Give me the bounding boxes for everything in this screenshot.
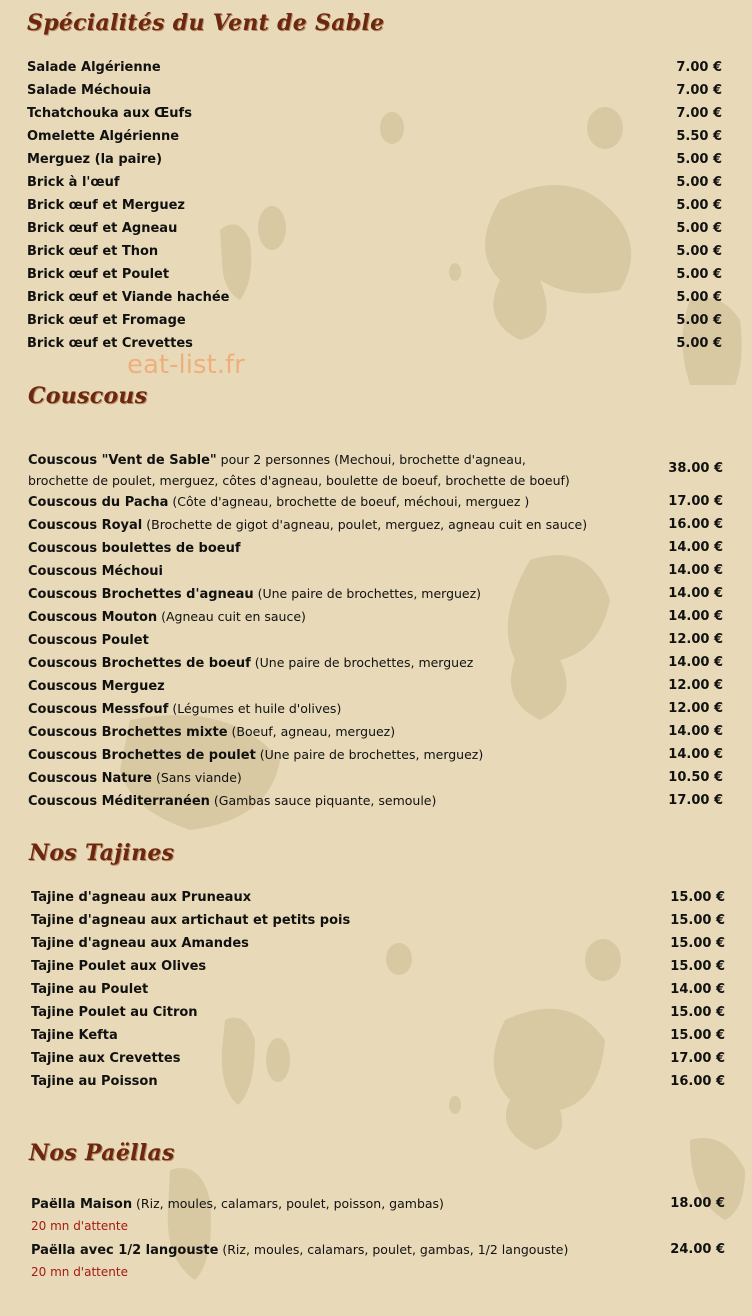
menu-item [27,105,722,128]
item-text-block [28,450,588,492]
item-price: 15.00 € [670,890,725,905]
item-price: 14.00 € [668,747,723,762]
tajines-list [31,889,725,1096]
couscous-list [28,493,723,815]
menu-item [28,746,723,769]
item-price: 38.00 € [668,461,723,476]
item-name: Tajine d'agneau aux Amandes [31,936,249,951]
item-name: Brick œuf et Agneau [27,221,178,236]
menu-item [28,792,723,815]
item-price: 14.00 € [668,655,723,670]
item-name: Couscous "Vent de Sable" [28,453,217,468]
item-name: Tajine Poulet au Citron [31,1005,198,1020]
item-price: 5.00 € [676,221,722,236]
item-label [31,1195,444,1213]
item-price: 7.00 € [676,60,722,75]
menu-item [28,631,723,654]
section-title-tajines: Nos Tajines [29,840,175,866]
item-name: Couscous boulettes de boeuf [28,541,241,556]
item-label [28,700,341,718]
menu-item [31,1050,725,1073]
item-name: Couscous Merguez [28,679,165,694]
menu-item [31,912,725,935]
item-name: Merguez (la paire) [27,152,163,167]
item-name: Brick œuf et Crevettes [27,336,193,351]
item-label [28,562,163,580]
item-name: Couscous Brochettes de poulet [28,748,256,763]
item-price: 5.00 € [676,267,722,282]
item-desc: (Légumes et huile d'olives) [168,701,342,716]
item-name: Omelette Algérienne [27,129,180,144]
section-title-paellas: Nos Paëllas [29,1140,175,1166]
menu-item [28,585,723,608]
item-price: 7.00 € [676,106,722,121]
item-name: Couscous Brochettes de boeuf [28,656,251,671]
item-name: Tajine au Poulet [31,982,149,997]
item-desc: (Gambas sauce piquante, semoule) [209,793,437,808]
item-price: 14.00 € [670,982,725,997]
item-label [28,631,149,649]
item-name: Tajine au Poisson [31,1074,158,1089]
menu-item [27,220,722,243]
menu-item [28,769,723,792]
item-name: Tajine d'agneau aux Pruneaux [31,890,252,905]
item-desc: (Une paire de brochettes, merguez [250,655,474,670]
item-price: 5.50 € [676,129,722,144]
item-label [28,516,587,534]
menu-item [31,981,725,1004]
menu-item [27,128,722,151]
item-desc: (Une paire de brochettes, merguez) [255,747,484,762]
item-price: 24.00 € [670,1242,725,1257]
menu-item-featured [28,450,723,490]
item-price: 5.00 € [676,175,722,190]
item-price: 12.00 € [668,701,723,716]
item-label [28,769,242,787]
menu-item [28,562,723,585]
item-label [28,746,483,764]
item-desc: (Côte d'agneau, brochette de boeuf, méchoui, merguez ) [168,494,530,509]
menu-item [27,82,722,105]
menu-item [28,723,723,746]
item-name: Couscous Messfouf [28,702,169,717]
item-price: 5.00 € [676,336,722,351]
item-label [28,792,436,810]
item-price: 14.00 € [668,586,723,601]
item-label [28,677,165,695]
menu-item [27,266,722,289]
item-name: Tchatchouka aux Œufs [27,106,192,121]
item-name: Couscous Mouton [28,610,158,625]
item-price: 15.00 € [670,913,725,928]
item-price: 5.00 € [676,244,722,259]
item-label [28,493,529,511]
section-title-specialites: Spécialités du Vent de Sable [27,10,385,36]
item-name: Tajine d'agneau aux artichaut et petits pois [31,913,351,928]
menu-item [31,1241,725,1287]
item-label [28,539,241,557]
item-price: 16.00 € [668,517,723,532]
item-name: Brick œuf et Poulet [27,267,170,282]
menu-item [28,654,723,677]
menu-item [31,935,725,958]
item-name: Paëlla avec 1/2 langouste [31,1243,219,1258]
menu-item [28,493,723,516]
menu-item [28,677,723,700]
paellas-list [31,1195,725,1287]
item-price: 17.00 € [668,793,723,808]
menu-item [27,174,722,197]
menu-item [28,608,723,631]
item-price: 14.00 € [668,609,723,624]
item-name: Couscous du Pacha [28,495,169,510]
menu-item [28,700,723,723]
item-name: Brick œuf et Thon [27,244,159,259]
item-price: 5.00 € [676,313,722,328]
item-desc: (Sans viande) [151,770,242,785]
wait-note: 20 mn d'attente [31,1219,128,1233]
item-price: 17.00 € [670,1051,725,1066]
item-price: 15.00 € [670,1028,725,1043]
blot [449,1096,461,1114]
item-desc: (Une paire de brochettes, merguez) [253,586,482,601]
item-price: 15.00 € [670,1005,725,1020]
menu-item [31,1073,725,1096]
item-name: Tajine aux Crevettes [31,1051,181,1066]
item-desc: (Riz, moules, calamars, poulet, gambas, 1/2 langouste) [218,1242,569,1257]
item-desc: (Brochette de gigot d'agneau, poulet, merguez, agneau cuit en sauce) [142,517,588,532]
item-name: Couscous Royal [28,518,143,533]
menu-item [27,243,722,266]
item-name: Brick œuf et Fromage [27,313,186,328]
item-price: 7.00 € [676,83,722,98]
section-title-couscous: Couscous [28,383,148,409]
item-name: Couscous Brochettes d'agneau [28,587,254,602]
menu-item [28,516,723,539]
menu-item [27,289,722,312]
item-name: Salade Méchouia [27,83,152,98]
item-name: Couscous Brochettes mixte [28,725,228,740]
menu-item [31,889,725,912]
menu-item [31,1195,725,1241]
item-label [28,608,306,626]
menu-item [27,59,722,82]
item-price: 5.00 € [676,198,722,213]
item-price: 14.00 € [668,540,723,555]
item-name: Paëlla Maison [31,1197,133,1212]
item-price: 18.00 € [670,1196,725,1211]
item-price: 14.00 € [668,724,723,739]
item-price: 10.50 € [668,770,723,785]
item-price: 15.00 € [670,936,725,951]
item-label [28,585,481,603]
item-label [31,1241,568,1259]
item-name: Couscous Méditerranéen [28,794,210,809]
item-price: 17.00 € [668,494,723,509]
item-price: 16.00 € [670,1074,725,1089]
menu-item [31,1004,725,1027]
menu-item [31,1027,725,1050]
item-name: Tajine Poulet aux Olives [31,959,207,974]
item-name: Salade Algérienne [27,60,161,75]
specialites-list [27,59,722,358]
item-price: 12.00 € [668,678,723,693]
item-name: Couscous Poulet [28,633,149,648]
item-name: Brick à l'œuf [27,175,120,190]
item-desc: pour 2 personnes (Mechoui, brochette d'agneau, brochette de poulet, merguez, côtes d'agneau, boulette de boeuf, brochette de boeuf) [28,452,570,488]
menu-item [27,197,722,220]
wait-note: 20 mn d'attente [31,1265,128,1279]
item-name: Brick œuf et Viande hachée [27,290,230,305]
menu-item [28,539,723,562]
item-desc: (Boeuf, agneau, merguez) [227,724,396,739]
item-price: 14.00 € [668,563,723,578]
item-desc: (Riz, moules, calamars, poulet, poisson, gambas) [132,1196,444,1211]
menu-item [27,312,722,335]
item-name: Tajine Kefta [31,1028,118,1043]
item-name: Couscous Nature [28,771,152,786]
item-price: 5.00 € [676,290,722,305]
item-name: Brick œuf et Merguez [27,198,185,213]
menu-item [31,958,725,981]
watermark: eat-list.fr [127,350,245,380]
item-label [28,654,473,672]
item-price: 5.00 € [676,152,722,167]
item-desc: (Agneau cuit en sauce) [157,609,306,624]
item-price: 15.00 € [670,959,725,974]
item-price: 12.00 € [668,632,723,647]
item-name: Couscous Méchoui [28,564,163,579]
item-label [28,723,395,741]
menu-item [27,151,722,174]
